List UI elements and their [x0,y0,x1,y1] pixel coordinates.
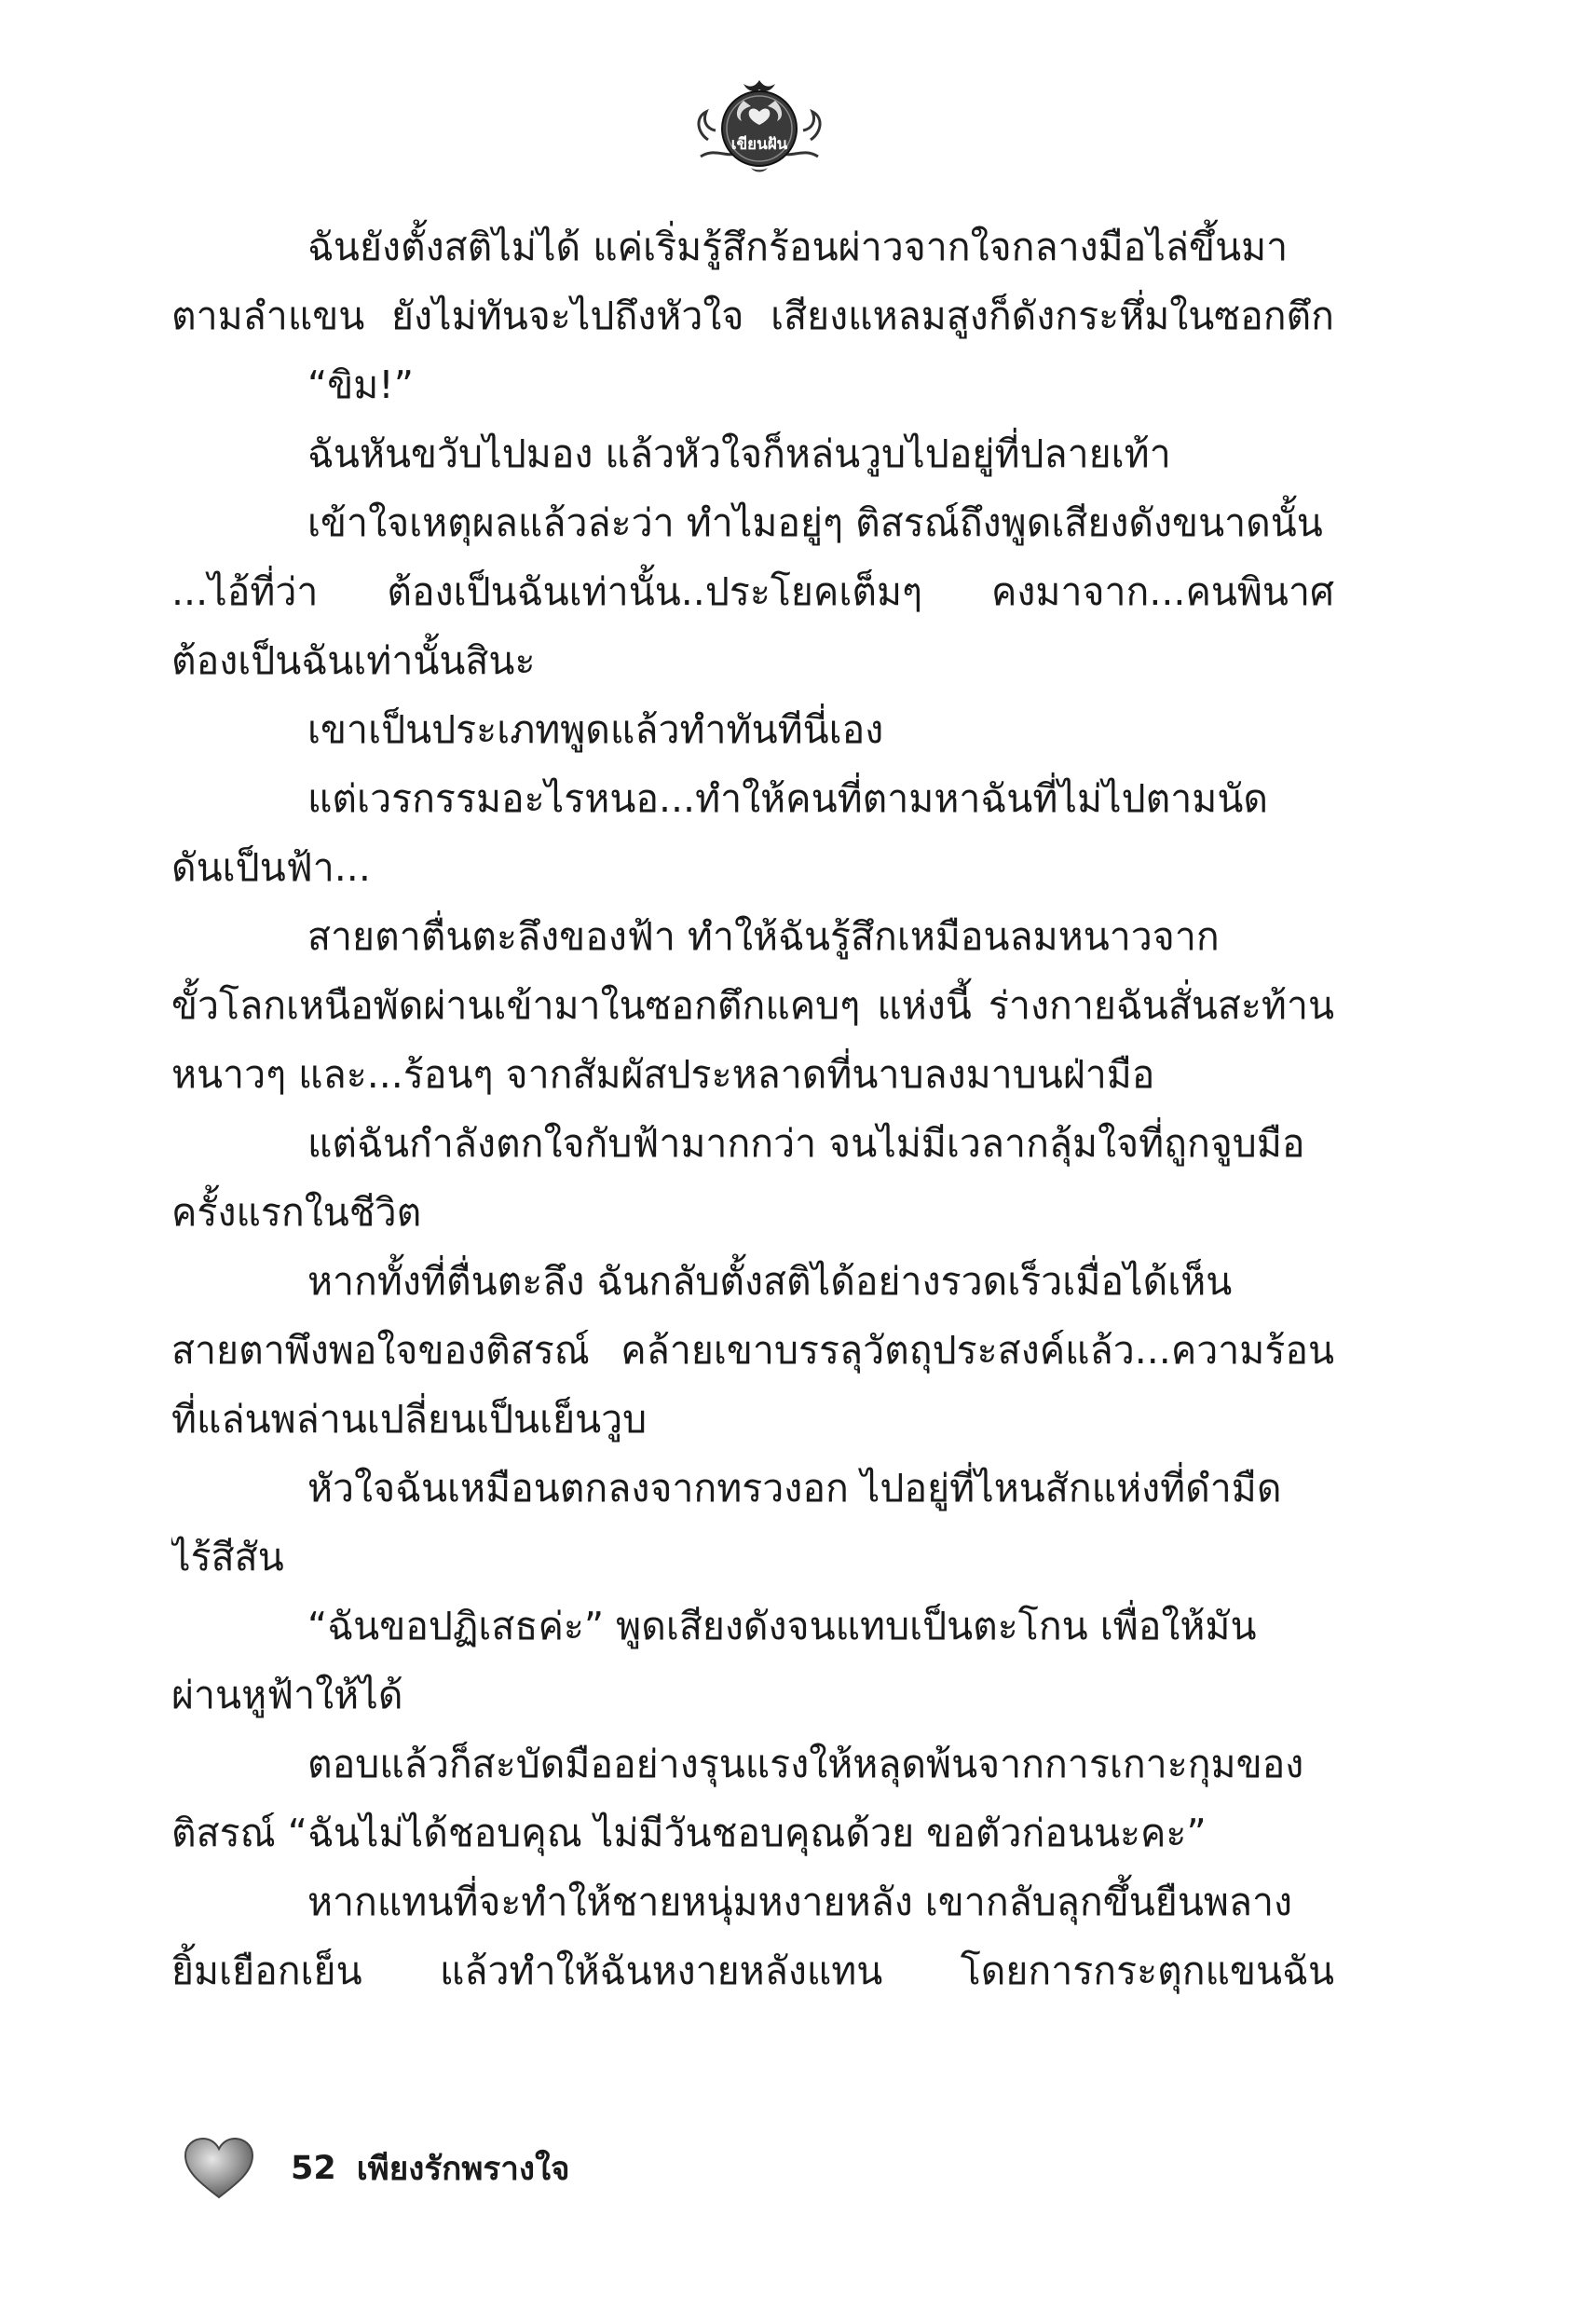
text-line: หากแทนที่จะทำให้ชายหนุ่มหงายหลัง เขากลับลุกขึ้นยืนพลาง [307,1880,1293,1924]
heart-icon [183,2136,255,2201]
text-line: ครั้งแรกในชีวิต [171,1190,422,1235]
text-line: ตามลำแขน ยังไม่ทันจะไปถึงหัวใจ เสียงแหลมสูงก็ดังกระหึ่มในซอกตึก [171,294,1334,338]
text-line: ต้องเป็นฉันเท่านั้นสินะ [171,638,536,683]
text-line: ผ่านหูฟ้าให้ได้ [171,1673,403,1717]
text-line: แต่ฉันกำลังตกใจกับฟ้ามากกว่า จนไม่มีเวลากลุ้มใจที่ถูกจูบมือ [307,1121,1305,1166]
text-line: ที่แล่นพล่านเปลี่ยนเป็นเย็นวูบ [171,1397,648,1442]
text-line: ไร้สีสัน [171,1535,284,1579]
text-line: ฉันหันขวับไปมอง แล้วหัวใจก็หล่นวูบไปอยู่ที่ปลายเท้า [307,431,1171,476]
page-footer [183,2136,570,2201]
text-line: สายตาพึงพอใจของติสรณ์ คล้ายเขาบรรลุวัตถุประสงค์แล้ว...ความร้อน [171,1328,1334,1373]
text-line: “ฉันขอปฏิเสธค่ะ” พูดเสียงดังจนแทบเป็นตะโกน เพื่อให้มัน [307,1604,1257,1648]
text-line: เขาเป็นประเภทพูดแล้วทำทันทีนี่เอง [307,707,884,752]
book-title: เพียงรักพรางใจ [356,2150,570,2188]
text-line: ขั้วโลกเหนือพัดผ่านเข้ามาในซอกตึกแคบๆ แห่งนี้ ร่างกายฉันสั่นสะท้าน [171,983,1334,1028]
text-line: ฉันยังตั้งสติไม่ได้ แค่เริ่มรู้สึกร้อนผ่าวจากใจกลางมือไล่ขึ้นมา [307,225,1289,269]
text-line: ดันเป็นฟ้า... [171,845,371,890]
text-line: ยิ้มเยือกเย็น แล้วทำให้ฉันหงายหลังแทน โดยการกระตุกแขนฉัน [171,1949,1334,1993]
text-line: แต่เวรกรรมอะไรหนอ...ทำให้คนที่ตามหาฉันที่ไม่ไปตามนัด [307,776,1268,821]
page-number: 52 [291,2150,336,2187]
text-line: หนาวๆ และ...ร้อนๆ จากสัมผัสประหลาดที่นาบลงมาบนฝ่ามือ [171,1052,1155,1097]
text-line: ...ไอ้ที่ว่า ต้องเป็นฉันเท่านั้น..ประโยคเต็มๆ คงมาจาก...คนพินาศ [171,569,1334,614]
logo-text: เขียนฝัน [730,135,788,154]
body-text [171,212,1334,2005]
text-line: “ขิม!” [307,362,414,407]
text-line: ติสรณ์ “ฉันไม่ได้ชอบคุณ ไม่มีวันชอบคุณด้วย ขอตัวก่อนนะคะ” [171,1811,1207,1855]
text-line: เข้าใจเหตุผลแล้วล่ะว่า ทำไมอยู่ๆ ติสรณ์ถึงพูดเสียงดังขนาดนั้น [307,500,1323,545]
text-line: หัวใจฉันเหมือนตกลงจากทรวงอก ไปอยู่ที่ไหนสักแห่งที่ดำมืด [307,1466,1282,1511]
text-line: ตอบแล้วก็สะบัดมืออย่างรุนแรงให้หลุดพ้นจากการเกาะกุมของ [307,1742,1304,1786]
ornate-emblem-icon [689,75,829,177]
text-line: สายตาตื่นตะลึงของฟ้า ทำให้ฉันรู้สึกเหมือนลมหนาวจาก [307,914,1220,959]
text-line: หากทั้งที่ตื่นตะลึง ฉันกลับตั้งสติได้อย่างรวดเร็วเมื่อได้เห็น [307,1259,1233,1304]
